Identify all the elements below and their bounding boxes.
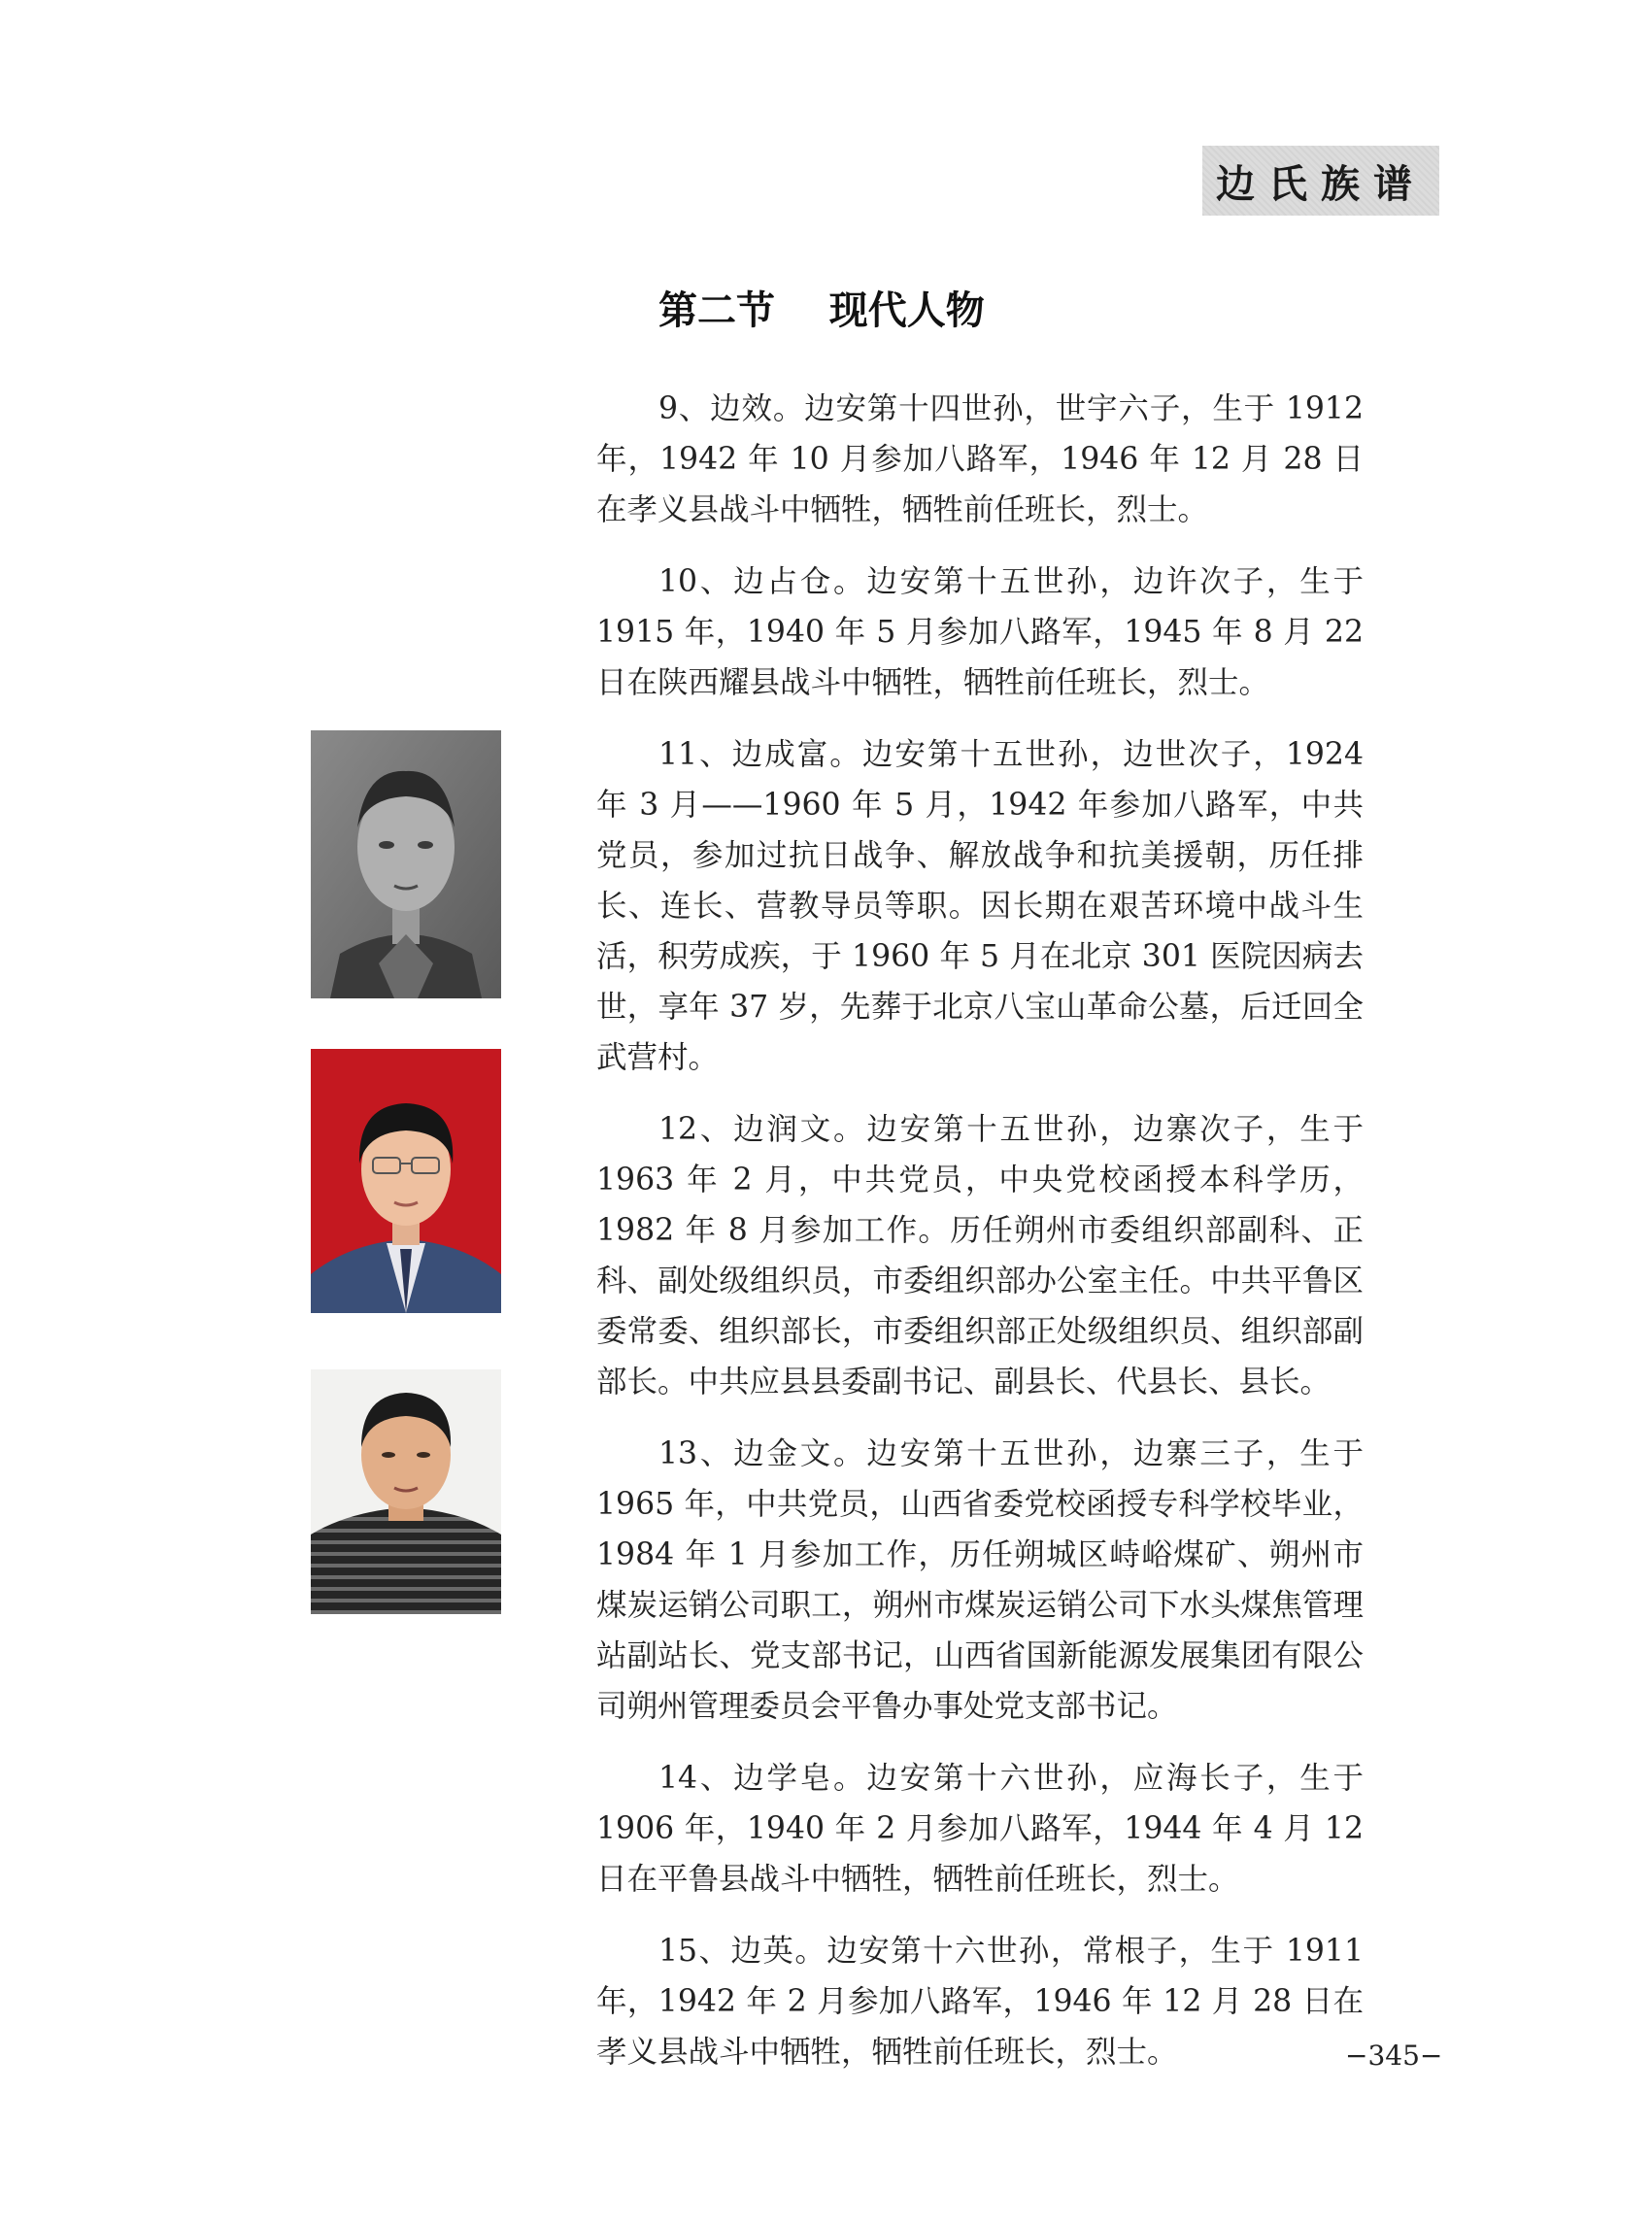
biography-entry-9: 9、边效。边安第十四世孙，世宇六子，生于 1912 年，1942 年 10 月参加八路军，1946 年 12 月 28 日在孝义县战斗中牺牲，牺牲前任班长，烈士。 <box>596 391 1364 527</box>
portrait-photo-bian-runwen <box>311 1049 501 1313</box>
biography-entry-13: 13、边金文。边安第十五世孙，边寨三子，生于 1965 年，中共党员，山西省委党校函授专科学校毕业，1984 年 1 月参加工作，历任朔城区峙峪煤矿、朔州市煤炭运销公司职工，朔州市煤炭运销公司下水头煤焦管理站副站长、党支部书记，山西省国新能源发展集团有限公司朔州管理委员会平鲁办事处党支部书记。 <box>596 1436 1364 1724</box>
biography-entry-11: 11、边成富。边安第十五世孙，边世次子，1924 年 3 月——1960 年 5 月，1942 年参加八路军，中共党员，参加过抗日战争、解放战争和抗美援朝，历任排长、连长、营教导员等职。因长期在艰苦环境中战斗生活，积劳成疾，于 1960 年 5 月在北京 301 医院因病去世，享年 37 岁，先葬于北京八宝山革命公墓，后迁回全武营村。 <box>596 737 1364 1075</box>
biography-entry-12: 12、边润文。边安第十五世孙，边寨次子，生于 1963 年 2 月，中共党员，中央党校函授本科学历，1982 年 8 月参加工作。历任朔州市委组织部副科、正科、副处级组织员，市委组织部办公室主任。中共平鲁区委常委、组织部长，市委组织部正处级组织员、组织部副部长。中共应县县委副书记、副县长、代县长、县长。 <box>596 1112 1364 1400</box>
section-title: 第二节 现代人物 <box>658 288 985 333</box>
page-number: −345− <box>1345 2040 1443 2072</box>
portrait-photo-bian-jinwen <box>311 1369 501 1614</box>
book-title-tag <box>1202 146 1439 216</box>
book-title: 边氏族谱 <box>1216 161 1426 207</box>
portrait-photo-bian-chengfu <box>311 730 501 998</box>
biography-entry-15: 15、边英。边安第十六世孙，常根子，生于 1911 年，1942 年 2 月参加八路军，1946 年 12 月 28 日在孝义县战斗中牺牲，牺牲前任班长，烈士。 <box>596 1934 1364 2070</box>
biography-entry-10: 10、边占仓。边安第十五世孙，边许次子，生于 1915 年，1940 年 5 月参加八路军，1945 年 8 月 22 日在陕西耀县战斗中牺牲，牺牲前任班长，烈士。 <box>596 564 1364 700</box>
biography-list <box>596 384 1364 2099</box>
biography-entry-14: 14、边学皂。边安第十六世孙，应海长子，生于 1906 年，1940 年 2 月参加八路军，1944 年 4 月 12 日在平鲁县战斗中牺牲，牺牲前任班长，烈士。 <box>596 1761 1364 1897</box>
